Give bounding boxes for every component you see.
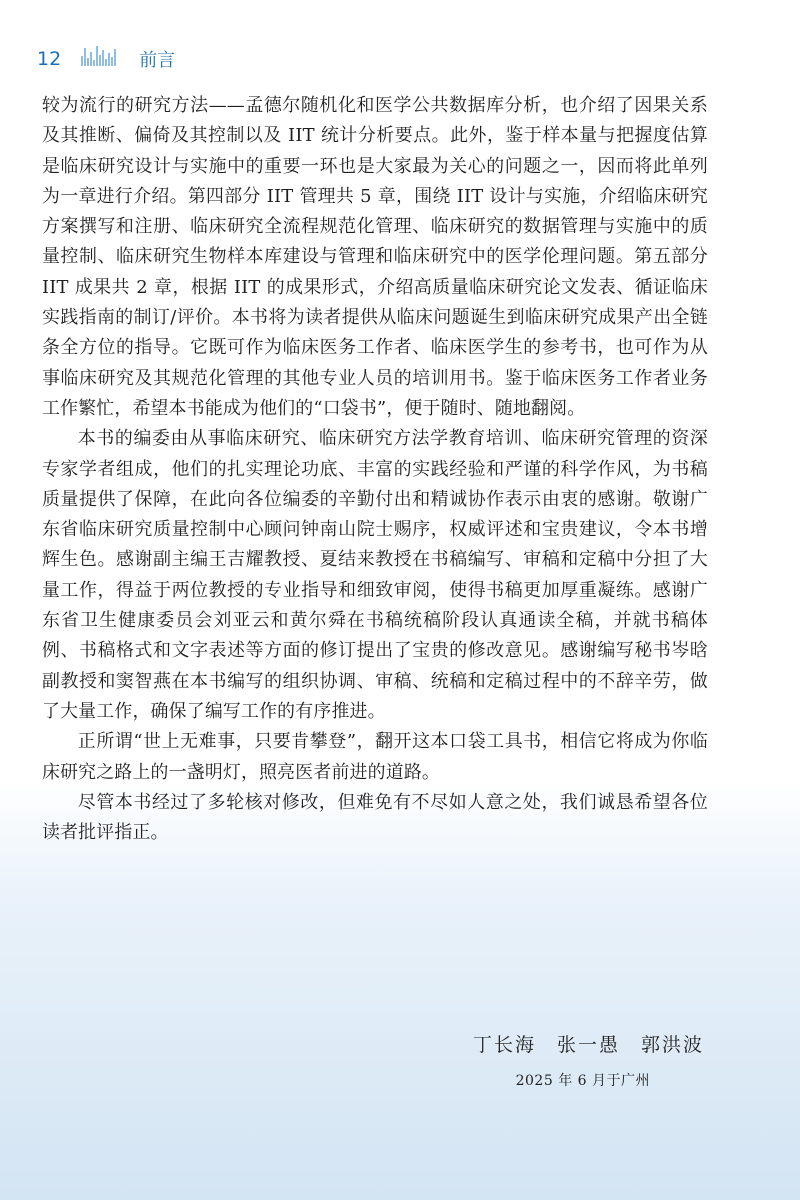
paragraph-1: 较为流行的研究方法——孟德尔随机化和医学公共数据库分析，也介绍了因果关系及其推断、偏倚及其控制以及 IIT 统计分析要点。此外，鉴于样本量与把握度估算是临床研究设计与实施中的重要一环也是大家最为关心的问题之一，因而将此单列为一章进行介绍。第四部分 IIT 管理共 5 章，围绕 IIT 设计与实施，介绍临床研究方案撰写和注册、临床研究全流程规范化管理、临床研究的数据管理与实施中的质量控制、临床研究生物样本库建设与管理和临床研究中的医学伦理问题。第五部分 IIT 成果共 2 章，根据 IIT 的成果形式，介绍高质量临床研究论文发表、循证临床实践指南的制订/评价。本书将为读者提供从临床问题诞生到临床研究成果产出全链条全方位的指导。它既可作为临床医务工作者、临床医学生的参考书，也可作为从事临床研究及其规范化管理的其他专业人员的培训用书。鉴于临床医务工作者业务工作繁忙，希望本书能成为他们的“口袋书”，便于随时、随地翻阅。 bbox=[42, 95, 708, 419]
paragraph-3: 正所谓“世上无难事，只要肯攀登”，翻开这本口袋工具书，相信它将成为你临床研究之路上的一盏明灯，照亮医者前进的道路。 bbox=[42, 731, 708, 783]
bars-icon bbox=[81, 44, 117, 70]
paragraph-4: 尽管本书经过了多轮核对修改，但难免有不尽如人意之处，我们诚恳希望各位读者批评指正。 bbox=[42, 791, 708, 844]
signature-date-place: 2025 年 6 月于广州 bbox=[515, 1073, 650, 1089]
author-signature: 丁长海 张一愚 郭洪波 bbox=[472, 1034, 704, 1056]
bars-icon-graphic bbox=[81, 44, 117, 66]
paragraph-2: 本书的编委由从事临床研究、临床研究方法学教育培训、临床研究管理的资深专家学者组成，他们的扎实理论功底、丰富的实践经验和严谨的科学作风，为书稿质量提供了保障，在此向各位编委的辛勤付出和精诚协作表示由衷的感谢。敬谢广东省临床研究质量控制中心顾问钟南山院士赐序，权威评述和宝贵建议，令本书增辉生色。感谢副主编王吉耀教授、夏结来教授在书稿编写、审稿和定稿中分担了大量工作，得益于两位教授的专业指导和细致审阅，使得书稿更加厚重凝练。感谢广东省卫生健康委员会刘亚云和黄尔舜在书稿统稿阶段认真通读全稿，并就书稿体例、书稿格式和文字表述等方面的修订提出了宝贵的修改意见。感谢编写秘书岑晗副教授和窦智燕在本书编写的组织协调、审稿、统稿和定稿过程中的不辞辛劳，做了大量工作，确保了编写工作的有序推进。 bbox=[42, 428, 708, 722]
page-header bbox=[37, 44, 175, 74]
section-title: 前言 bbox=[139, 50, 176, 71]
preface-body bbox=[42, 91, 708, 848]
page-number: 12 bbox=[37, 48, 62, 70]
